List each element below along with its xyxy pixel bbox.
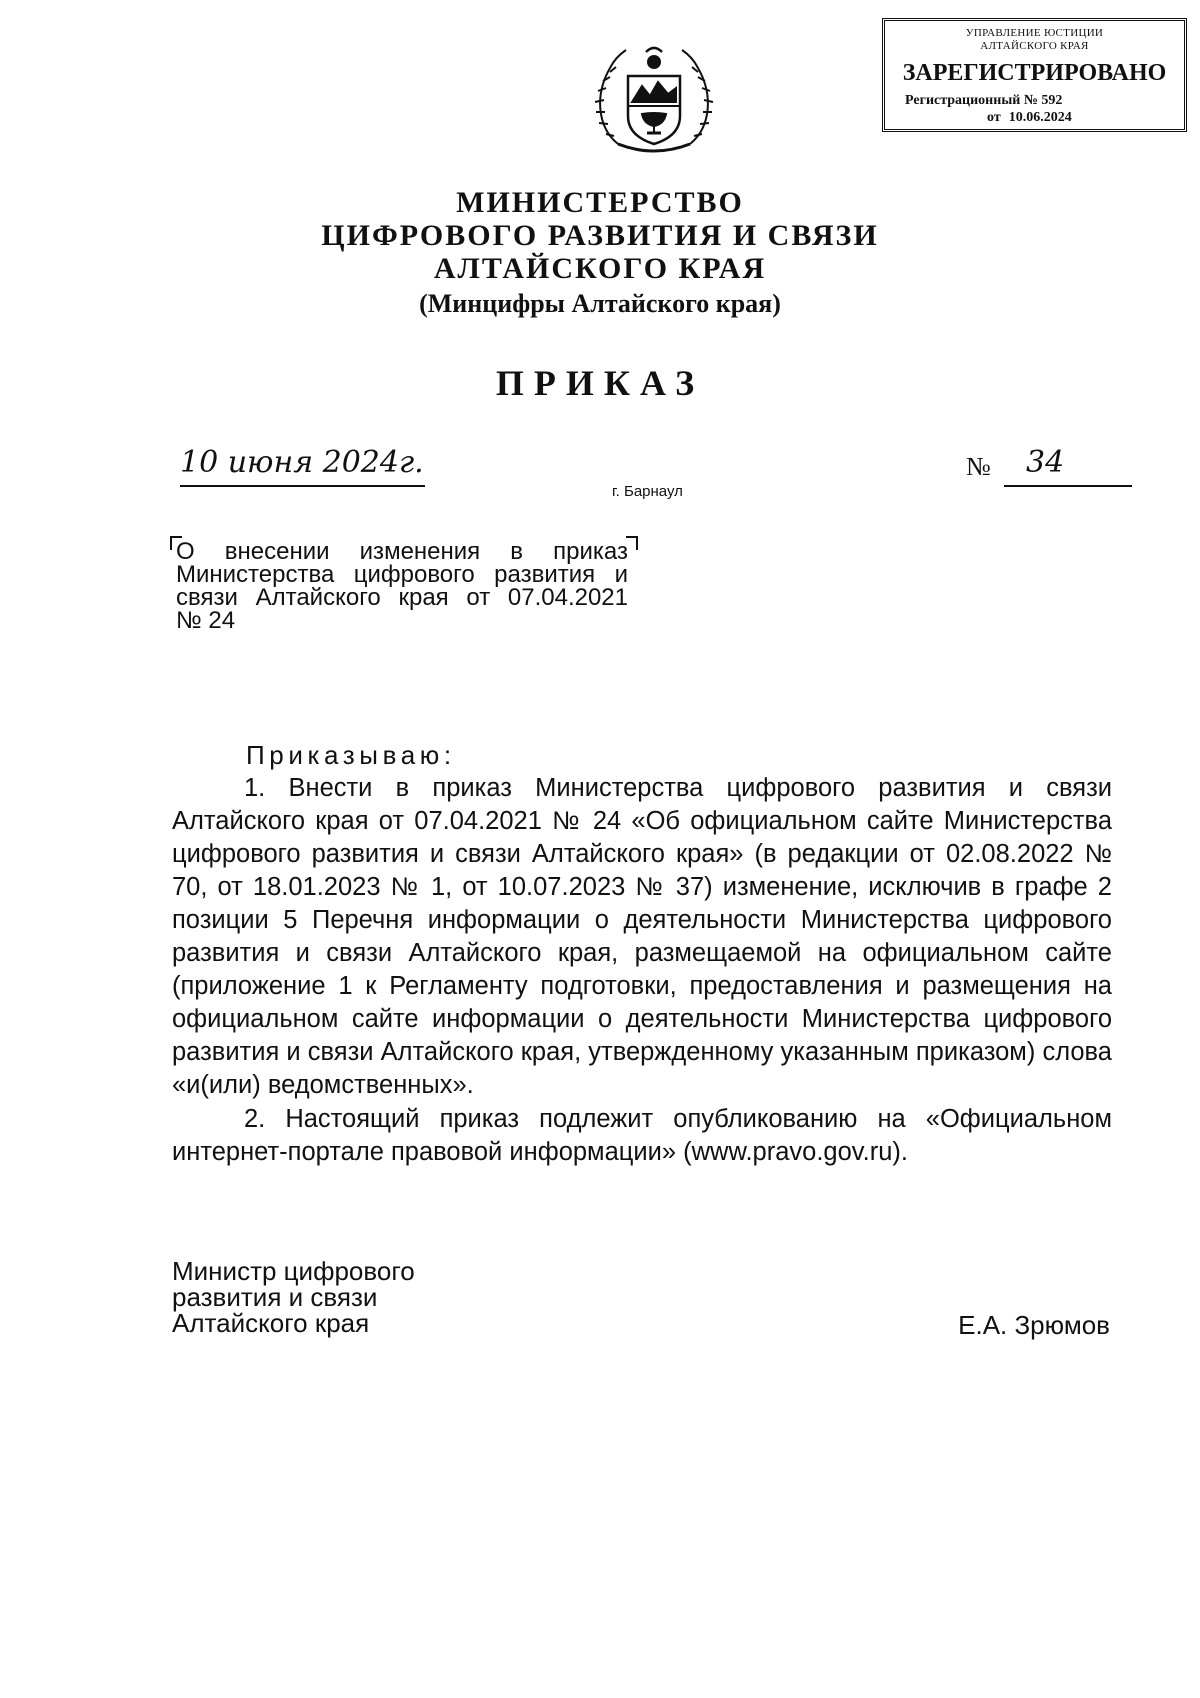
ministry-name-line-2: ЦИФРОВОГО РАЗВИТИЯ И СВЯЗИ	[321, 219, 879, 252]
stamp-registration	[905, 92, 1062, 110]
signatory-position-line-3: Алтайского края	[172, 1308, 370, 1338]
date-field	[180, 446, 425, 487]
coat-of-arms-emblem	[584, 40, 724, 155]
registration-stamp	[882, 18, 1187, 132]
subject-line-3: связи Алтайского края от 07.04.2021	[176, 584, 628, 611]
handwritten-date: 10 июня 2024г.	[180, 445, 424, 480]
signatory-name: Е.А. Зрюмов	[958, 1310, 1110, 1340]
paragraph-1: 1. Внести в приказ Министерства цифрового развития и связи Алтайского края от 07.04.2021 № 24 «Об официальном сайте Министерства цифрового развития и связи Алтайского края» (в редакции от 02.08.2022 № 70, от 18.01.2023 № 1, от 10.07.2023 № 37) изменение, исключив в графе 2 позиции 5 Перечня информации о деятельности Министерства цифрового развития и связи Алтайского края, размещаемой на официальном сайте (приложение 1 к Регламенту подготовки, предоставления и размещения на официальном сайте информации о деятельности Министерства цифрового развития и связи Алтайского края, утвержденному указанным приказом) слова «и(или) ведомственных».	[172, 774, 1112, 1099]
signatory-position	[172, 1258, 415, 1336]
subject-block	[176, 540, 628, 632]
signatory-position-line-2: развития и связи	[172, 1282, 378, 1312]
stamp-line-1: УПРАВЛЕНИЕ ЮСТИЦИИ	[965, 27, 1104, 39]
ministry-name-line-3: АЛТАЙСКОГО КРАЯ	[433, 252, 767, 285]
subject-line-2: Министерства цифрового развития и	[176, 561, 628, 588]
stamp-reg-label: Регистрационный №	[905, 93, 1038, 108]
handwritten-number: 34	[1026, 445, 1065, 480]
ministry-name-line-1: МИНИСТЕРСТВО	[456, 186, 744, 219]
city-label: г. Барнаул	[612, 483, 683, 500]
number-field	[1004, 446, 1132, 487]
paragraph-2: 2. Настоящий приказ подлежит опубликованию на «Официальном интернет-портале правовой информации» (www.pravo.gov.ru).	[172, 1105, 1112, 1166]
subject-line-1: О внесении изменения в приказ	[176, 538, 628, 565]
document-type-title: ПРИКАЗ	[495, 363, 705, 403]
stamp-date-prefix: от	[987, 110, 1001, 125]
ministry-short-name: (Минцифры Алтайского края)	[419, 289, 781, 318]
stamp-line-2: АЛТАЙСКОГО КРАЯ	[980, 40, 1089, 52]
subject-line-4: № 24	[176, 607, 236, 634]
stamp-reg-number: 592	[1041, 93, 1063, 108]
signatory-position-line-1: Министр цифрового	[172, 1256, 415, 1286]
stamp-title: ЗАРЕГИСТРИРОВАНО	[902, 60, 1167, 86]
stamp-date: 10.06.2024	[1008, 110, 1072, 125]
order-word: Приказываю:	[246, 740, 456, 770]
stamp-date-line	[987, 109, 1072, 127]
number-label: №	[966, 452, 991, 481]
